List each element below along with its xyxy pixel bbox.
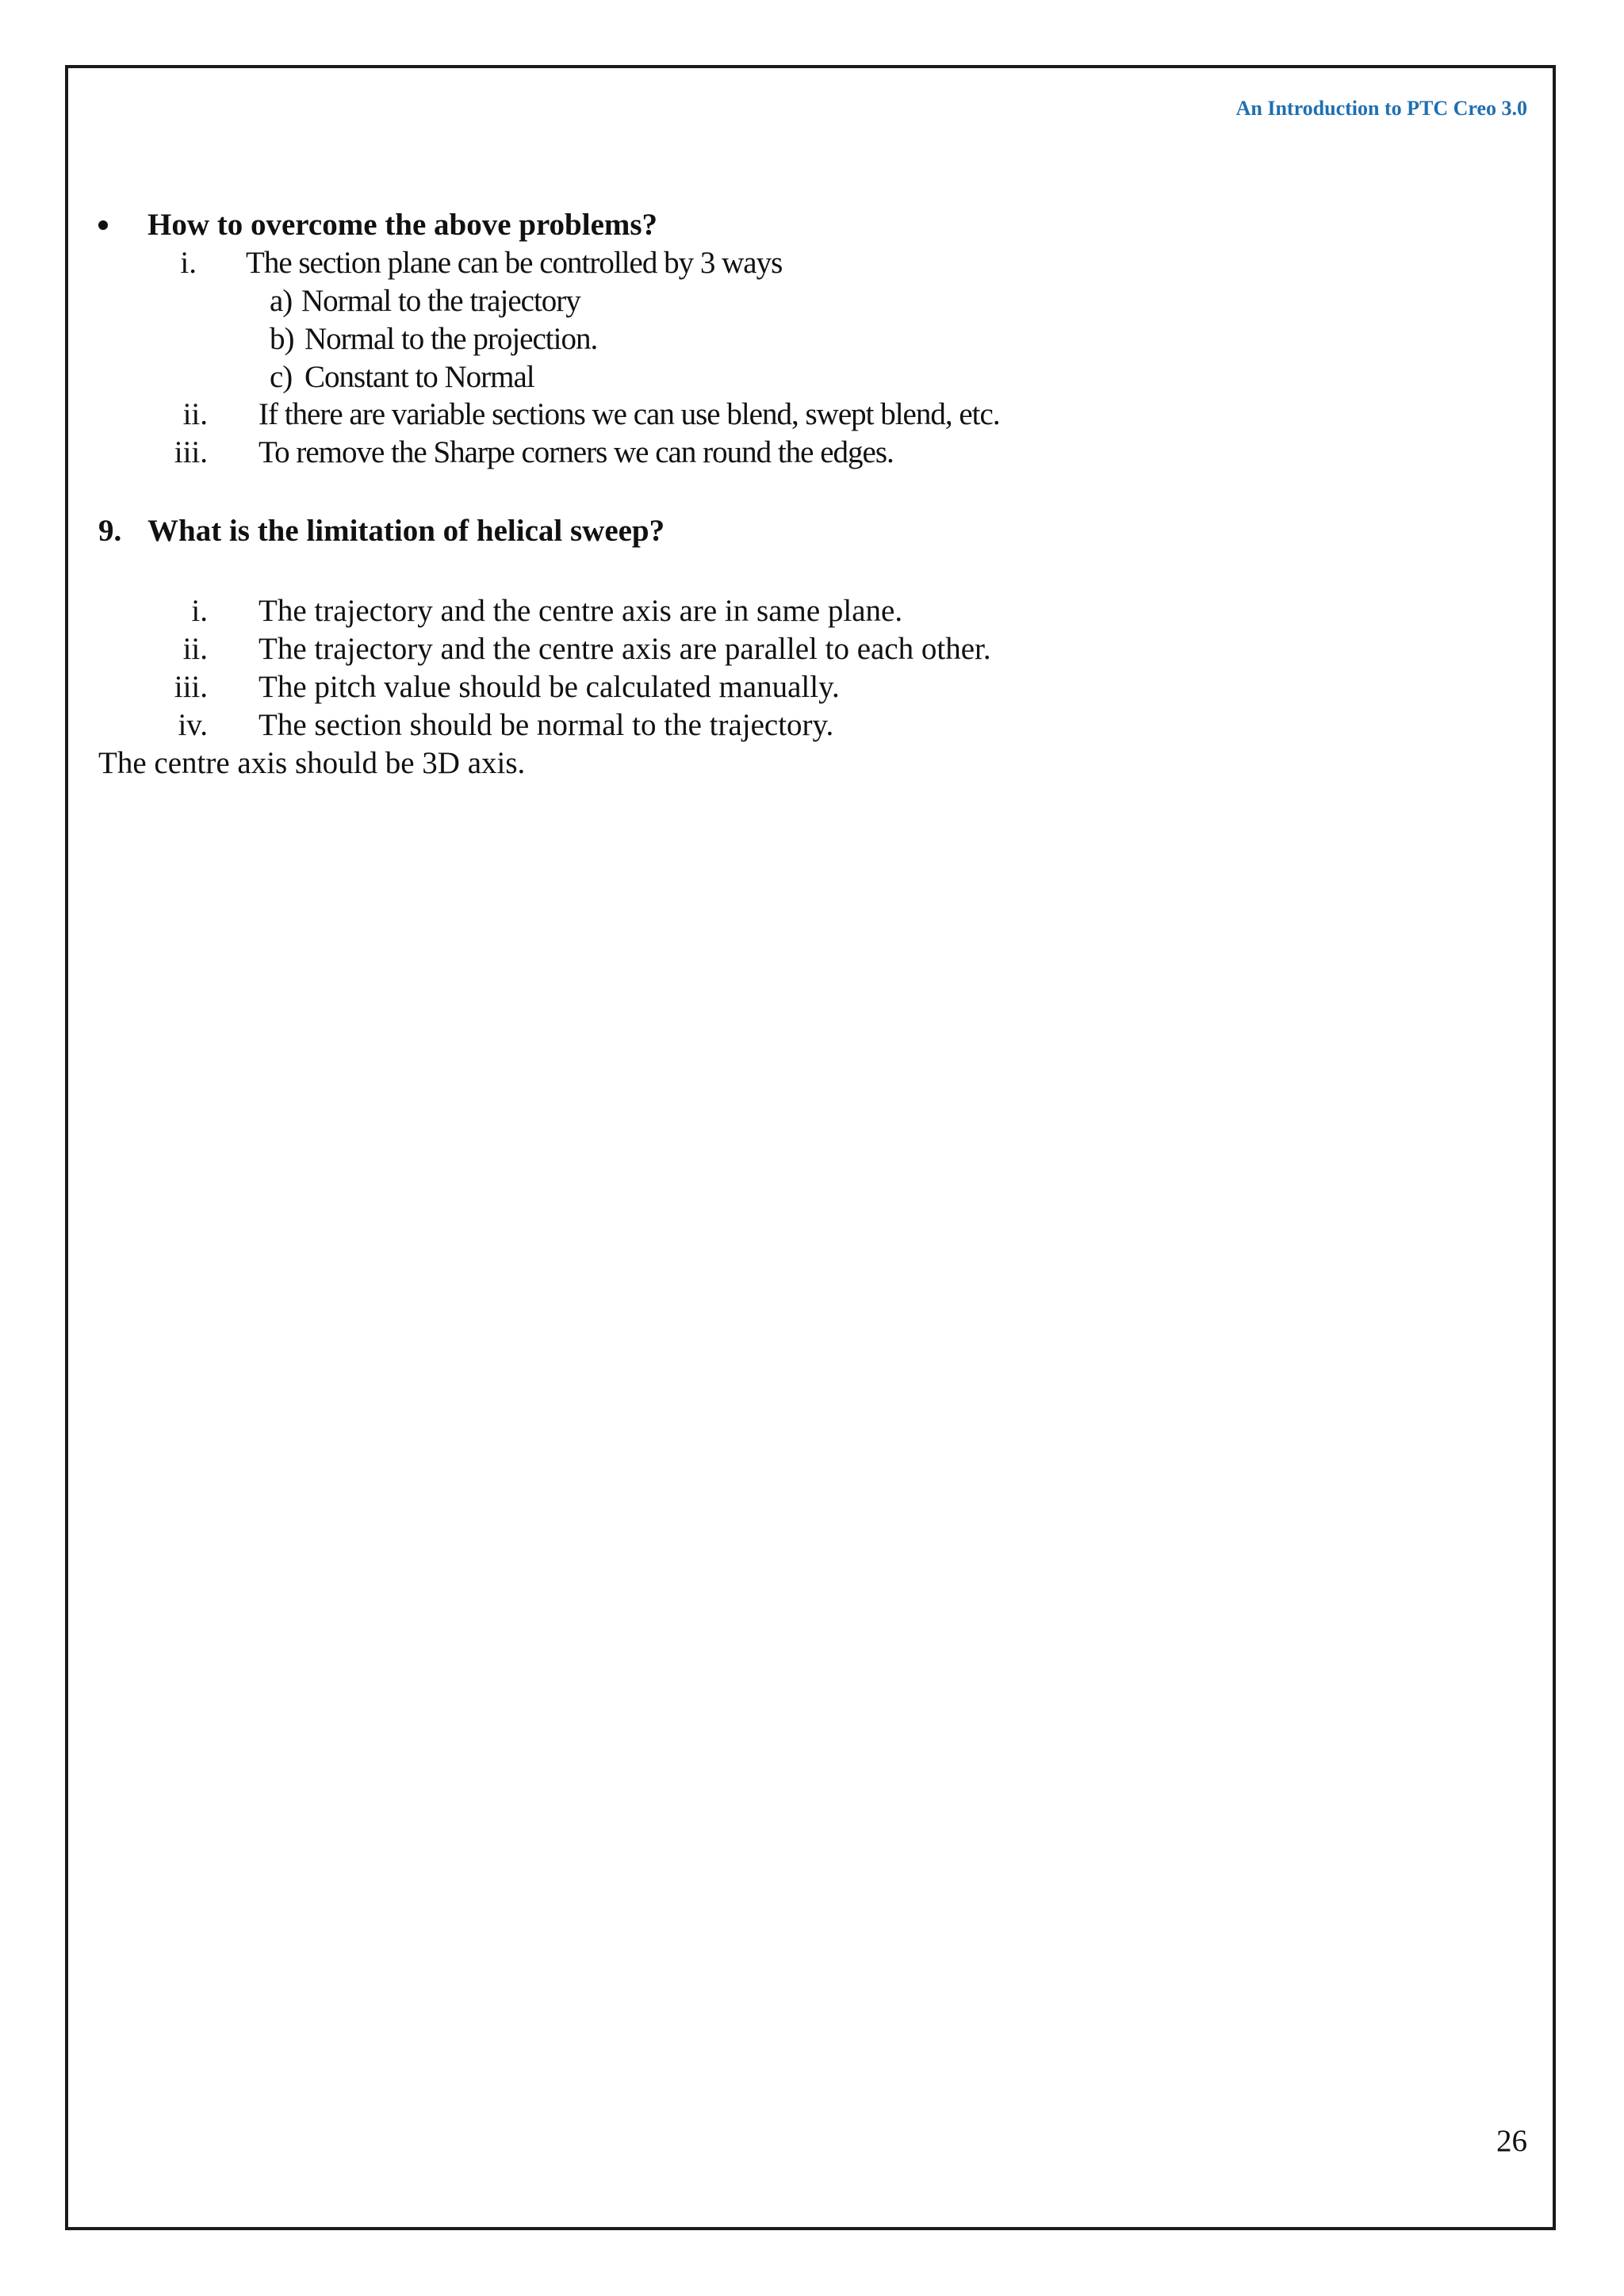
list-item: To remove the Sharpe corners we can round the edges. (259, 435, 894, 469)
list-marker: iii. (174, 670, 208, 704)
list-marker: iv. (178, 708, 208, 742)
list-marker: ii. (182, 397, 208, 431)
running-header: An Introduction to PTC Creo 3.0 (1235, 97, 1527, 120)
section-heading: What is the limitation of helical sweep? (147, 514, 665, 548)
list-item: The section plane can be controlled by 3 ways (246, 246, 783, 280)
list-item: The section should be normal to the trajectory. (259, 708, 834, 742)
list-item: If there are variable sections we can use blend, swept blend, etc. (259, 397, 1000, 431)
list-item: The trajectory and the centre axis are in same plane. (259, 594, 903, 628)
sub-item-marker: a) (270, 284, 293, 318)
section-heading: How to overcome the above problems? (147, 208, 658, 242)
list-marker: ii. (182, 632, 208, 666)
list-marker: iii. (174, 435, 208, 469)
sub-item: Normal to the projection. (304, 322, 598, 356)
sub-item: Normal to the trajectory (301, 284, 580, 318)
page-number: 26 (1496, 2124, 1527, 2158)
list-item: The pitch value should be calculated manually. (259, 670, 840, 704)
list-marker: i. (180, 246, 197, 280)
list-marker: i. (191, 594, 208, 628)
bullet-icon (98, 220, 108, 230)
question-number: 9. (98, 514, 122, 548)
sub-item-marker: b) (270, 322, 294, 356)
sub-item: Constant to Normal (304, 360, 534, 394)
sub-item-marker: c) (270, 360, 293, 394)
closing-line: The centre axis should be 3D axis. (98, 746, 526, 780)
list-item: The trajectory and the centre axis are parallel to each other. (259, 632, 991, 666)
